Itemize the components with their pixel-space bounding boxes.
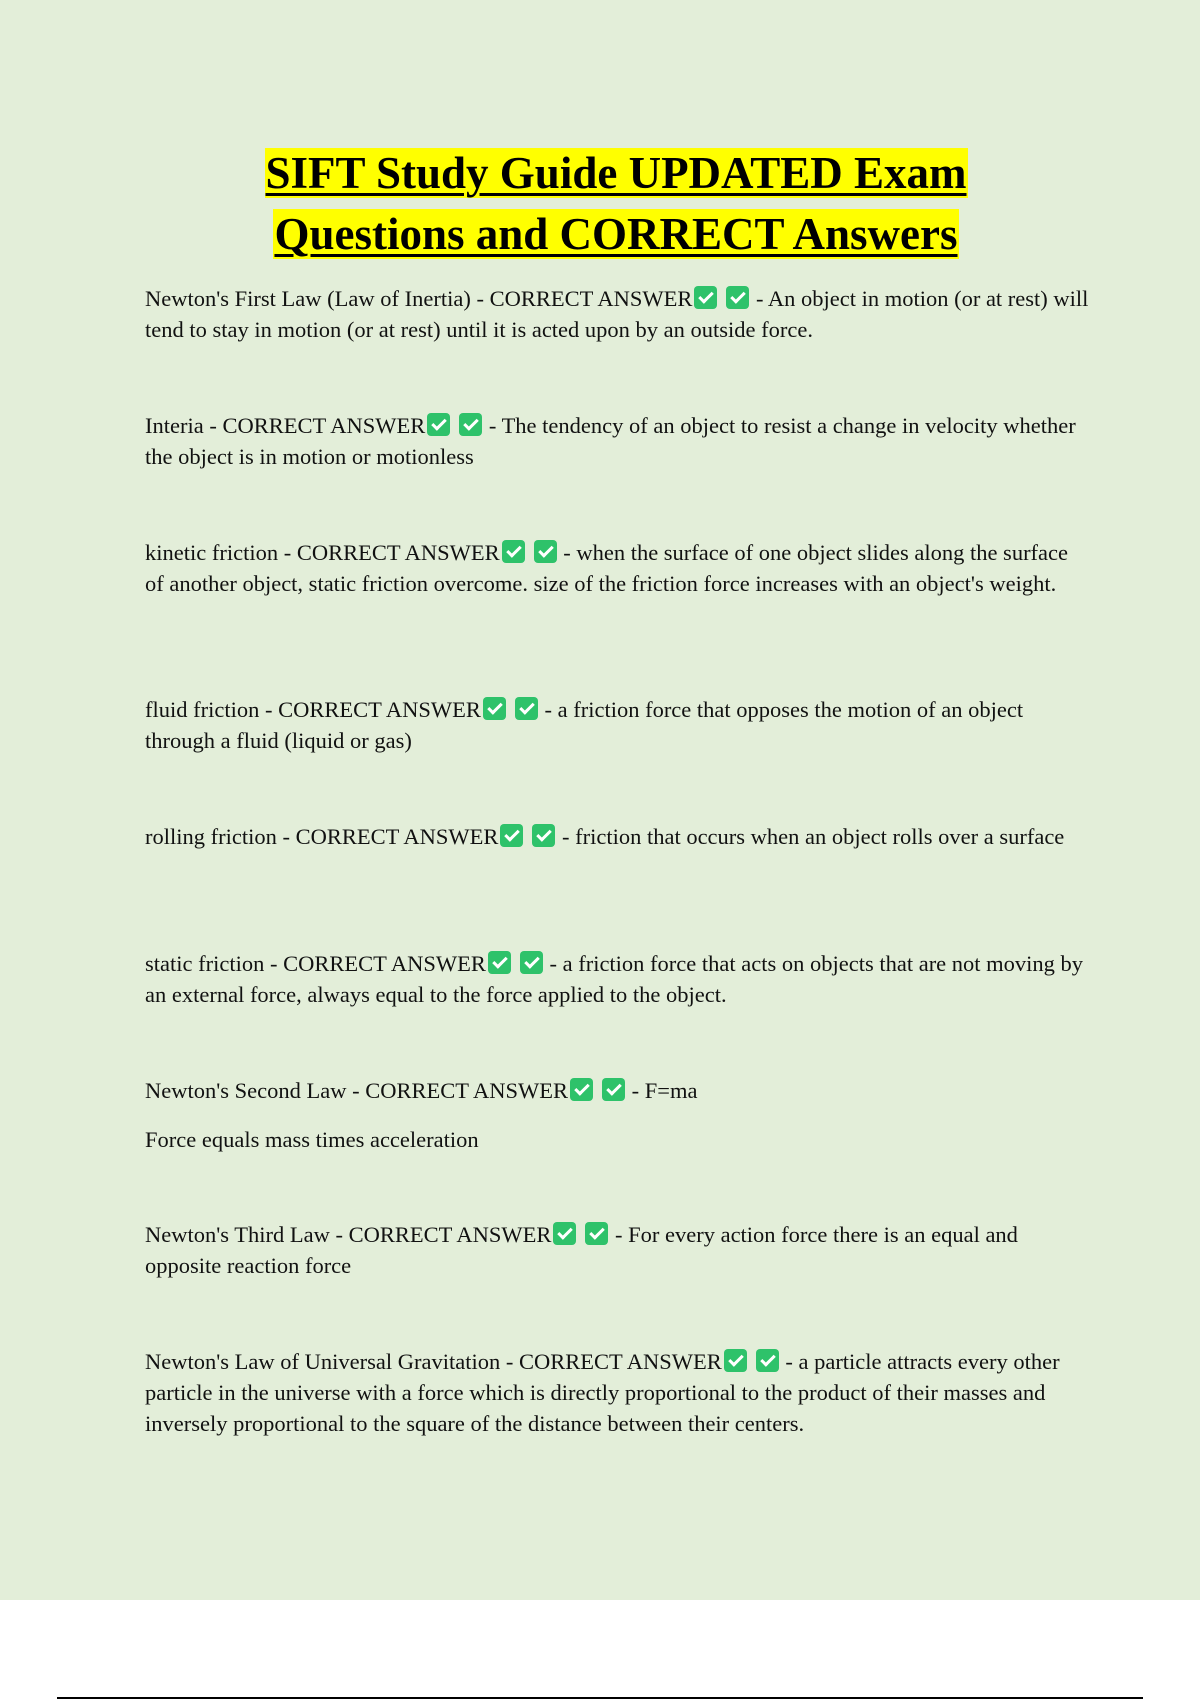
check-mark-icon <box>500 824 523 847</box>
entry-answer: An object in motion (or at rest) will tend to stay in motion (or at rest) until it is acted upon by an outside force. <box>145 286 1089 342</box>
qa-entry-extra: Force equals mass times acceleration <box>145 1127 479 1152</box>
qa-entry: kinetic friction - CORRECT ANSWER - when the surface of one object slides along the surface of another object, static friction overcome. size of the friction force increases with an object's weight. <box>145 540 1069 596</box>
footer-divider <box>57 1697 1143 1699</box>
entry-separator: CORRECT ANSWER <box>295 824 499 849</box>
page-title <box>0 143 1200 265</box>
entry-separator: CORRECT ANSWER <box>296 540 500 565</box>
entry-term: Interia <box>145 413 204 438</box>
qa-entry: rolling friction - CORRECT ANSWER - friction that occurs when an object rolls over a surface <box>145 824 1065 849</box>
check-mark-icon <box>570 1078 593 1101</box>
entry-separator: CORRECT ANSWER <box>278 697 481 722</box>
entry-term: fluid friction <box>145 697 260 722</box>
entry-answer: For every action force there is an equal and opposite reaction force <box>145 1222 1018 1278</box>
check-mark-icon <box>488 951 511 974</box>
qa-entry: Newton's First Law (Law of Inertia) - CORRECT ANSWER - An object in motion (or at rest) will tend to stay in motion (or at rest) until it is acted upon by an outside force. <box>145 286 1089 342</box>
title-line-2: Questions and CORRECT Answers <box>274 209 958 259</box>
entry-separator: CORRECT ANSWER <box>222 413 426 438</box>
check-mark-icon <box>756 1349 779 1372</box>
check-mark-icon <box>694 286 717 309</box>
entry-answer: The tendency of an object to resist a change in velocity whether the object is in motion or motionless <box>145 413 1076 469</box>
entry-term: Newton's Third Law <box>145 1222 330 1247</box>
check-mark-icon <box>427 413 450 436</box>
entry-term: Newton's Law of Universal Gravitation <box>145 1349 501 1374</box>
check-mark-icon <box>724 1349 747 1372</box>
check-mark-icon <box>483 697 506 720</box>
check-mark-icon <box>602 1078 625 1101</box>
entry-separator: CORRECT ANSWER <box>365 1078 569 1103</box>
check-mark-icon <box>515 697 538 720</box>
check-mark-icon <box>553 1222 576 1245</box>
entry-separator: CORRECT ANSWER <box>283 951 486 976</box>
check-mark-icon <box>520 951 543 974</box>
entry-term: rolling friction <box>145 824 277 849</box>
entry-answer: a friction force that acts on objects that are not moving by an external force, always equal to the force applied to the object. <box>145 951 1084 1007</box>
check-mark-icon <box>534 540 557 563</box>
check-mark-icon <box>532 824 555 847</box>
title-line-1: SIFT Study Guide UPDATED Exam <box>265 148 967 198</box>
check-mark-icon <box>502 540 525 563</box>
check-mark-icon <box>585 1222 608 1245</box>
entry-term: kinetic friction <box>145 540 279 565</box>
qa-entry: fluid friction - CORRECT ANSWER - a friction force that opposes the motion of an object through a fluid (liquid or gas) <box>145 697 1024 753</box>
entry-answer: when the surface of one object slides along the surface of another object, static friction overcome. size of the friction force increases with an object's weight. <box>145 540 1069 596</box>
qa-entry: Interia - CORRECT ANSWER - The tendency of an object to resist a change in velocity whether the object is in motion or motionless <box>145 413 1076 469</box>
entry-term: static friction <box>145 951 265 976</box>
entry-separator: CORRECT ANSWER <box>518 1349 722 1374</box>
entry-answer: friction that occurs when an object rolls over a surface <box>575 824 1065 849</box>
check-mark-icon <box>459 413 482 436</box>
entry-answer: a friction force that opposes the motion of an object through a fluid (liquid or gas) <box>145 697 1024 753</box>
entry-answer: F=ma <box>644 1078 698 1103</box>
qa-entry: Newton's Second Law - CORRECT ANSWER - F=ma <box>145 1078 698 1103</box>
qa-entry: Newton's Law of Universal Gravitation - CORRECT ANSWER - a particle attracts every other particle in the universe with a force which is directly proportional to the product of their masses and inversely proportional to the square of the distance between their centers. <box>145 1349 1060 1436</box>
entry-separator: CORRECT ANSWER <box>348 1222 552 1247</box>
entry-answer: a particle attracts every other particle in the universe with a force which is directly proportional to the product of their masses and inversely proportional to the square of the distance between their centers. <box>145 1349 1060 1436</box>
qa-entry: Newton's Third Law - CORRECT ANSWER - For every action force there is an equal and opposite reaction force <box>145 1222 1018 1278</box>
qa-entry: static friction - CORRECT ANSWER - a friction force that acts on objects that are not moving by an external force, always equal to the force applied to the object. <box>145 951 1084 1007</box>
check-mark-icon <box>726 286 749 309</box>
entry-term: Newton's First Law (Law of Inertia) <box>145 286 471 311</box>
entry-term: Newton's Second Law <box>145 1078 347 1103</box>
entry-separator: CORRECT ANSWER <box>489 286 693 311</box>
